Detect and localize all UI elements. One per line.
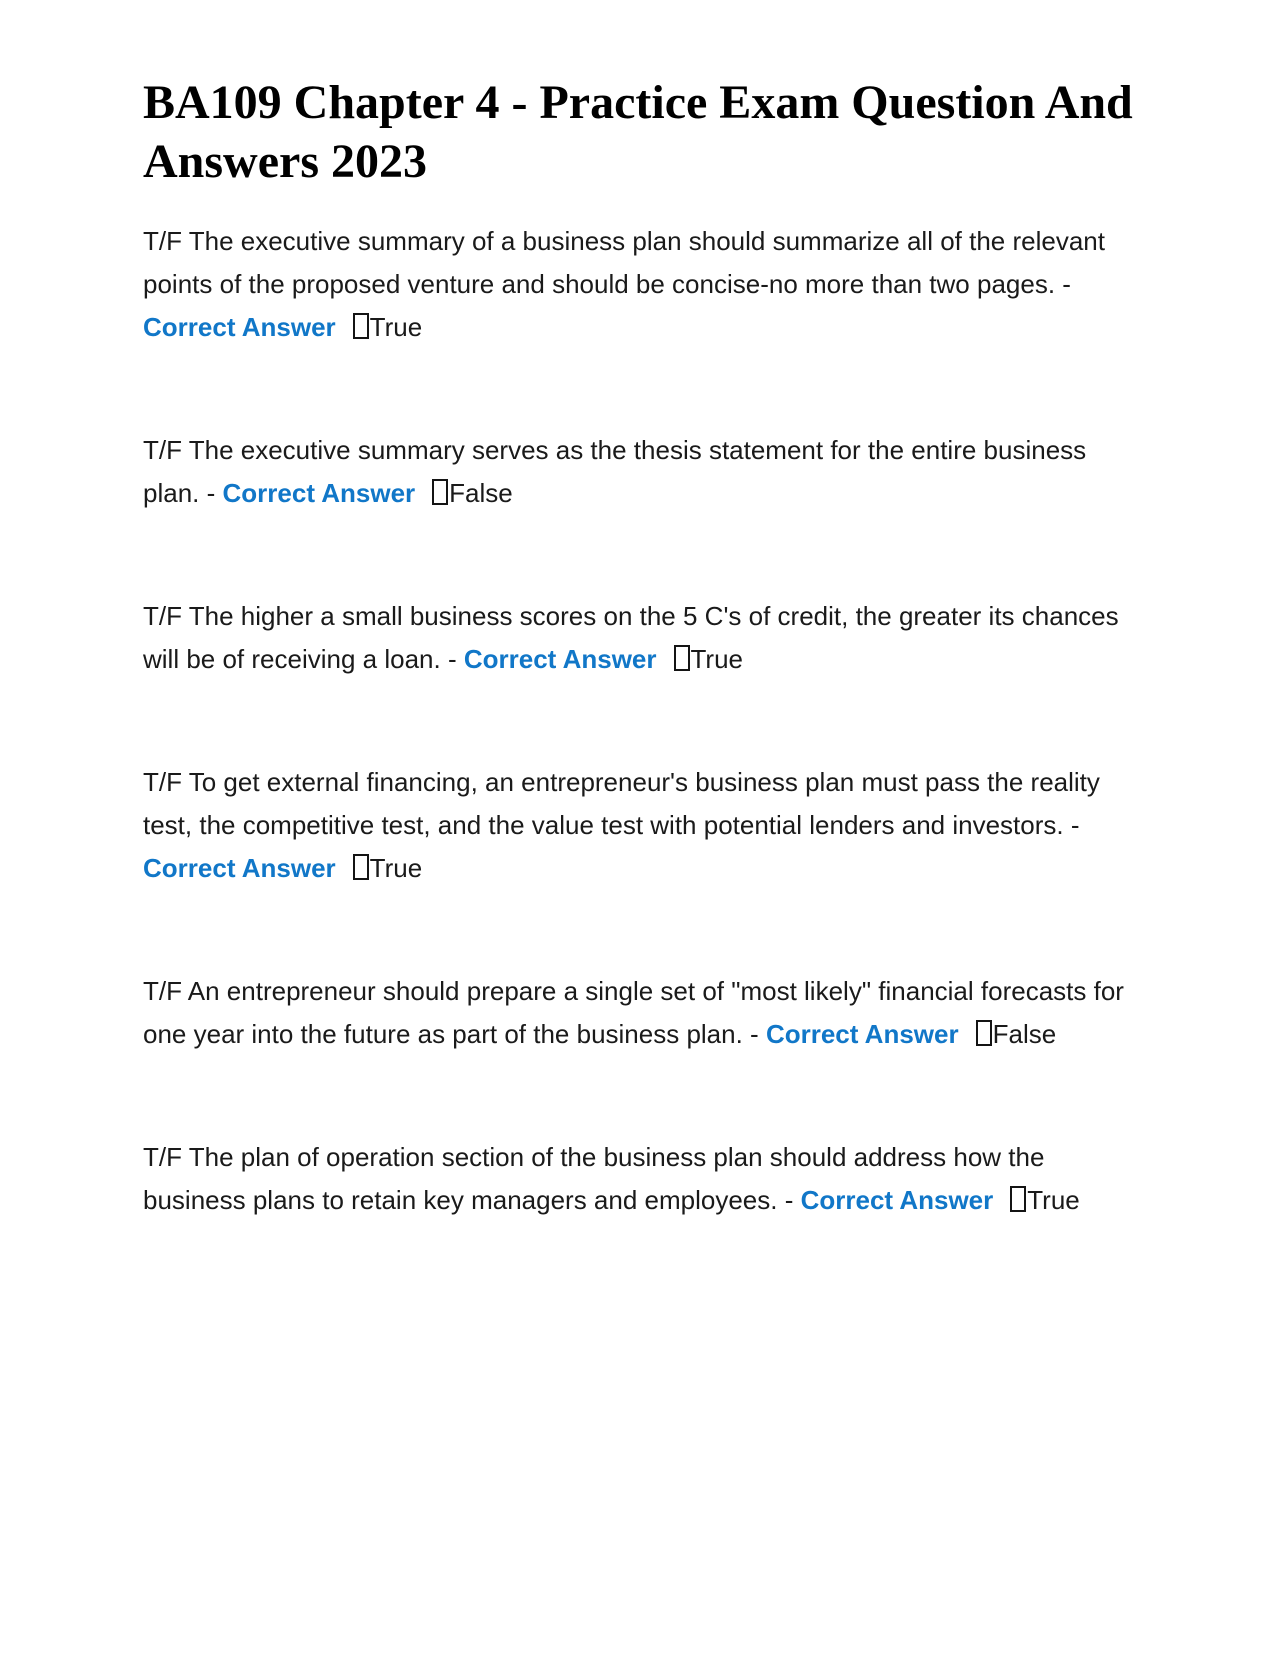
question-block <box>143 1136 1131 1222</box>
missing-glyph-box-icon <box>976 1020 992 1046</box>
missing-glyph-box-icon <box>353 313 369 339</box>
question-block <box>143 220 1131 349</box>
correct-answer-label: Correct Answer <box>800 1185 994 1215</box>
answer-text: True <box>369 312 423 342</box>
answer-text: True <box>690 644 743 674</box>
question-block <box>143 429 1131 515</box>
answer-text: True <box>1027 1185 1080 1215</box>
question-block <box>143 595 1131 681</box>
question-text: T/F To get external financing, an entrepreneur's business plan must pass the reality test, the competitive test, and the value test with potential lenders and investors. - <box>143 767 1100 840</box>
question-text: T/F The executive summary of a business plan should summarize all of the relevant points of the proposed venture and should be concise-no more than two pages. - <box>143 226 1105 299</box>
missing-glyph-box-icon <box>353 854 369 880</box>
missing-glyph-box-icon <box>674 645 690 671</box>
question-text: T/F The higher a small business scores on the 5 C's of credit, the greater its chances will be of receiving a loan. - <box>143 601 1119 674</box>
question-text: T/F The executive summary serves as the thesis statement for the entire business plan. - <box>143 435 1087 508</box>
answer-text: False <box>992 1019 1057 1049</box>
question-text: T/F An entrepreneur should prepare a single set of "most likely" financial forecasts for one year into the future as part of the business plan. - <box>143 976 1124 1049</box>
missing-glyph-box-icon <box>432 479 448 505</box>
correct-answer-label: Correct Answer <box>765 1019 959 1049</box>
answer-text: True <box>369 853 423 883</box>
correct-answer-label: Correct Answer <box>222 478 416 508</box>
page-title: BA109 Chapter 4 - Practice Exam Question And Answers 2023 <box>143 76 1133 188</box>
question-block <box>143 970 1131 1056</box>
question-block <box>143 761 1131 890</box>
question-text: T/F The plan of operation section of the business plan should address how the business plans to retain key managers and employees. - <box>143 1142 1045 1215</box>
correct-answer-label: Correct Answer <box>143 312 336 342</box>
missing-glyph-box-icon <box>1010 1186 1026 1212</box>
correct-answer-label: Correct Answer <box>463 644 657 674</box>
answer-text: False <box>449 478 513 508</box>
correct-answer-label: Correct Answer <box>143 853 336 883</box>
